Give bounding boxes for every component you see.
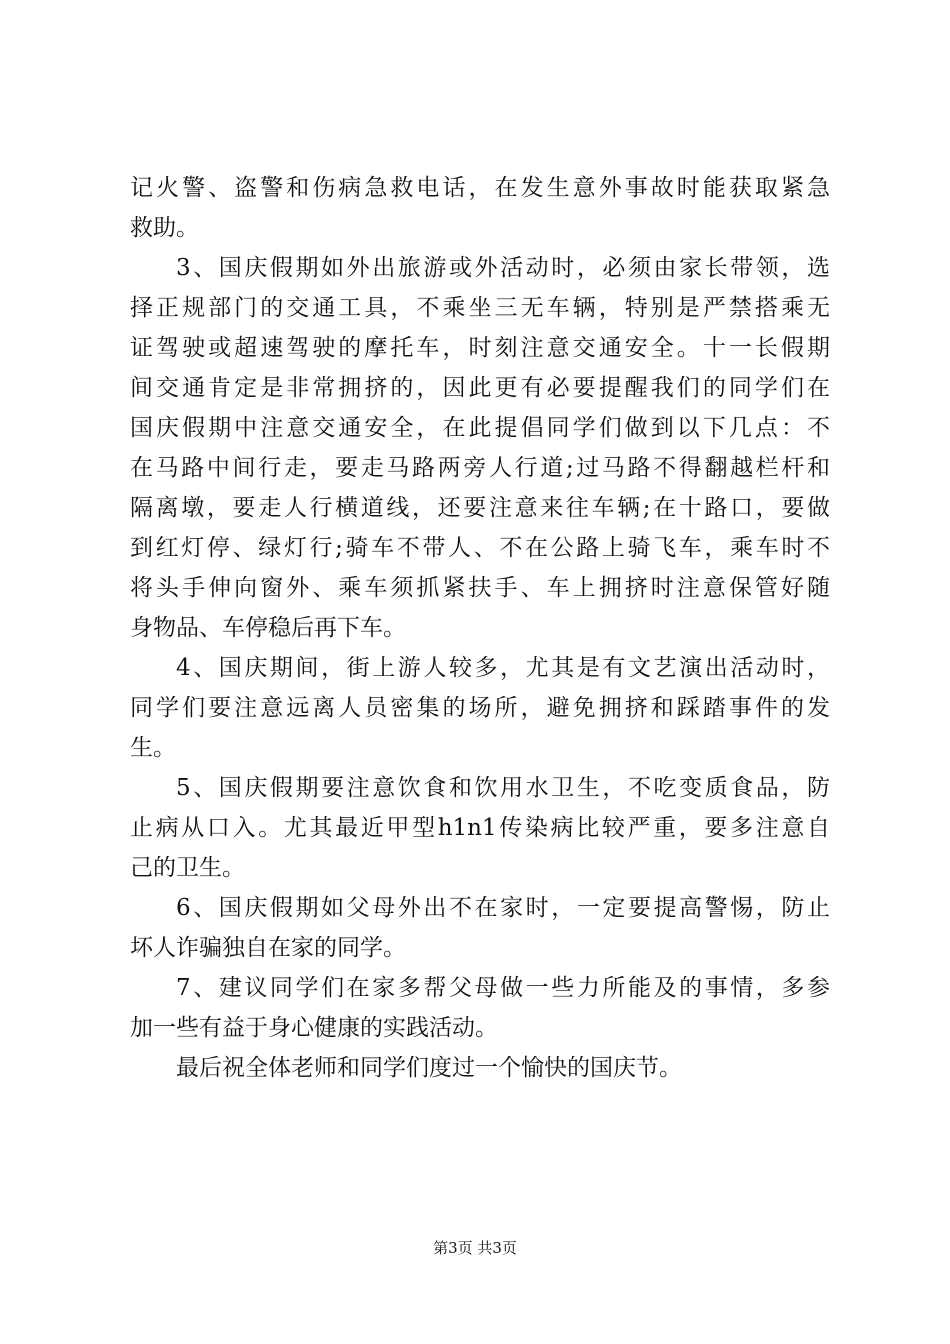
paragraph-5-start: 5、国庆假期要注意饮食和饮用水卫生，不吃变质食品，防: [176, 775, 830, 801]
text-line: 己的卫生。: [130, 855, 245, 881]
text-line: 择正规部门的交通工具，不乘坐三无车辆，特别是严禁搭乘无: [130, 295, 830, 321]
text-line: 止病从口入。尤其最近甲型h1n1传染病比较严重，要多注意自: [130, 815, 830, 841]
text-line: 间交通肯定是非常拥挤的，因此更有必要提醒我们的同学们在: [130, 375, 830, 401]
document-body: [130, 168, 830, 1088]
text-line: 记火警、盗警和伤病急救电话，在发生意外事故时能获取紧急: [130, 175, 830, 201]
text-line: 证驾驶或超速驾驶的摩托车，时刻注意交通安全。十一长假期: [130, 335, 830, 361]
text-line: 在马路中间行走，要走马路两旁人行道;过马路不得翻越栏杆和: [130, 455, 830, 481]
page-footer: 第3页 共3页: [433, 1239, 517, 1257]
paragraph-6-start: 6、国庆假期如父母外出不在家时，一定要提高警惕，防止: [176, 895, 830, 921]
closing-paragraph: 最后祝全体老师和同学们度过一个愉快的国庆节。: [176, 1055, 682, 1081]
text-line: 国庆假期中注意交通安全，在此提倡同学们做到以下几点：不: [130, 415, 830, 441]
paragraph-3-start: 3、国庆假期如外出旅游或外活动时，必须由家长带领，选: [176, 255, 830, 281]
text-line: 将头手伸向窗外、乘车须抓紧扶手、车上拥挤时注意保管好随: [130, 575, 830, 601]
text-line: 加一些有益于身心健康的实践活动。: [130, 1015, 498, 1041]
text-line: 坏人诈骗独自在家的同学。: [130, 935, 406, 961]
text-line: 隔离墩，要走人行横道线，还要注意来往车辆;在十路口，要做: [130, 495, 830, 521]
text-line: 同学们要注意远离人员密集的场所，避免拥挤和踩踏事件的发: [130, 695, 830, 721]
paragraph-7-start: 7、建议同学们在家多帮父母做一些力所能及的事情，多参: [176, 975, 830, 1001]
text-line: 身物品、车停稳后再下车。: [130, 615, 406, 641]
paragraph-4-start: 4、国庆期间，街上游人较多，尤其是有文艺演出活动时，: [176, 655, 830, 681]
text-line: 救助。: [130, 215, 199, 241]
text-line: 生。: [130, 735, 176, 761]
text-line: 到红灯停、绿灯行;骑车不带人、不在公路上骑飞车，乘车时不: [130, 535, 830, 561]
